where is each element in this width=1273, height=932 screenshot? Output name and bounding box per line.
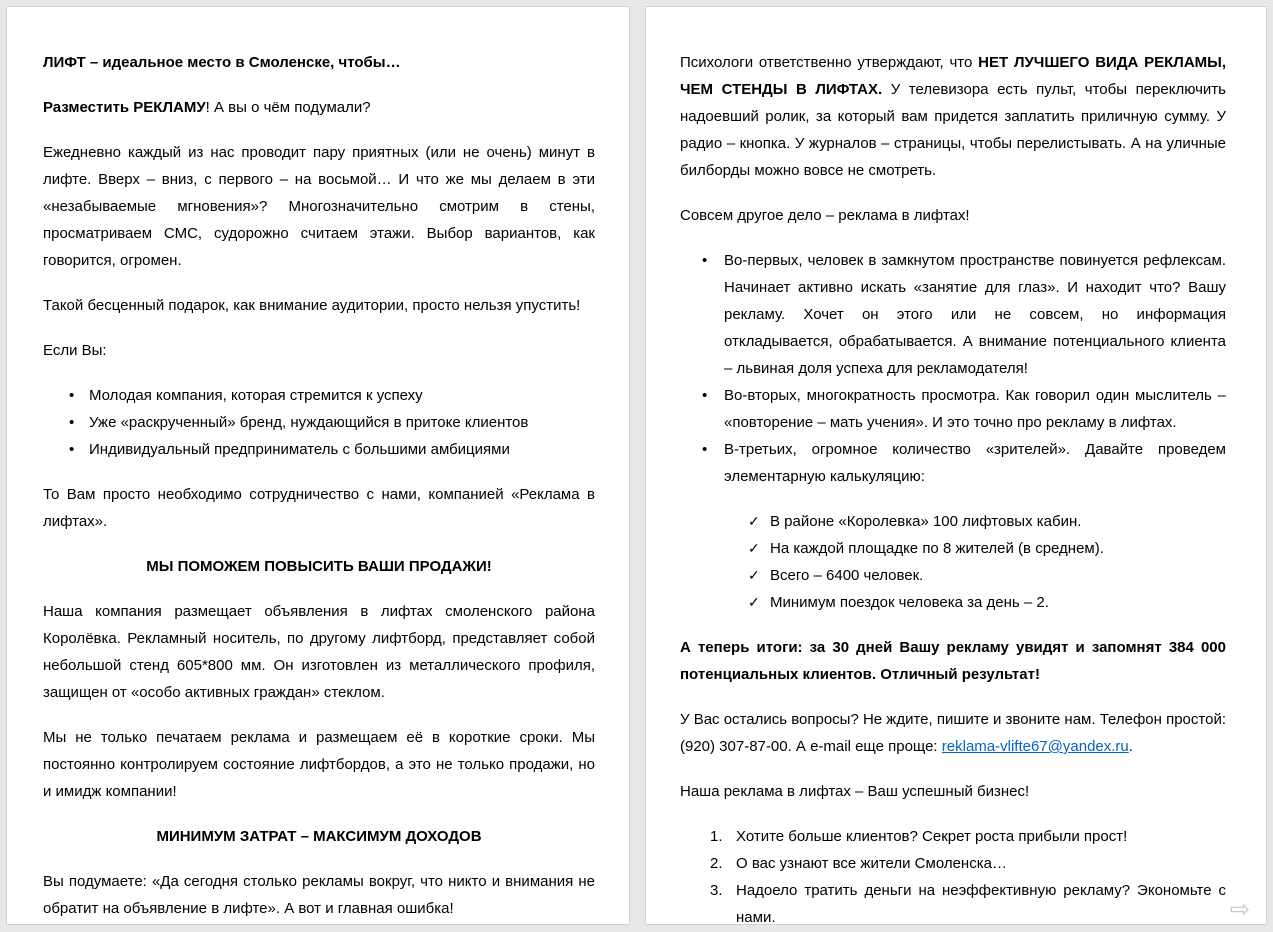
reasons-list (702, 247, 1226, 490)
list-item-text: О вас узнают все жители Смоленска… (736, 855, 1007, 872)
list-item-text: Индивидуальный предприниматель с большими амбициями (89, 441, 510, 458)
closing-numbered-list (710, 823, 1226, 925)
list-item (748, 508, 1226, 535)
psych-rest-text: У телевизора есть пульт, чтобы переключить надоевший ролик, за который вам придется заплатить приличную сумму. У радио – кнопка. У журналов – страницы, чтобы перелистывать. А на уличные билборды можно вовсе не смотреть. (680, 81, 1226, 179)
subtitle-rest-text: ! А вы о чём подумали? (205, 99, 371, 116)
contact-post-text: . (1128, 738, 1133, 755)
paragraph-contact (680, 706, 1226, 760)
subtitle-bold-text: Разместить РЕКЛАМУ (43, 99, 206, 116)
paragraph-psychologists (680, 49, 1226, 184)
paragraph-if-you: Если Вы: (43, 342, 107, 359)
heading-sales: МЫ ПОМОЖЕМ ПОВЫСИТЬ ВАШИ ПРОДАЖИ! (146, 558, 492, 575)
list-item-text: В районе «Королевка» 100 лифтовых кабин. (770, 513, 1082, 530)
list-item (702, 247, 1226, 382)
check-icon: ✓ (748, 594, 760, 610)
list-item-text: Хотите больше клиентов? Секрет роста прибыли прост! (736, 828, 1128, 845)
client-types-list (69, 382, 595, 463)
paragraph-daily: Ежедневно каждый из нас проводит пару приятных (или не очень) минут в лифте. Вверх – вниз, с первого – на восьмой… И что же мы делаем в эти «незабываемые мгновения»? Многозначительно смотрим в стены, просматриваем СМС, судорожно считаем этажи. Выбор вариантов, как говорится, огромен. (43, 144, 595, 269)
list-item (748, 535, 1226, 562)
list-item-text: В-третьих, огромное количество «зрителей». Давайте проведем элементарную калькуляцию: (724, 441, 1226, 485)
paragraph-gift: Такой бесценный подарок, как внимание аудитории, просто нельзя упустить! (43, 297, 581, 314)
bullet-icon: • (69, 387, 75, 404)
list-item-text: Уже «раскрученный» бренд, нуждающийся в притоке клиентов (89, 414, 529, 431)
check-icon: ✓ (748, 540, 760, 556)
list-item (702, 436, 1226, 490)
email-link[interactable]: reklama-vlifte67@yandex.ru (941, 738, 1129, 755)
list-item-text: Во-вторых, многократность просмотра. Как говорил один мыслитель – «повторение – мать учения». И это точно про рекламу в лифтах. (724, 387, 1226, 431)
paragraph-results: А теперь итоги: за 30 дней Вашу рекламу увидят и запомнят 384 000 потенциальных клиентов. Отличный результат! (680, 639, 1226, 683)
next-page-arrow-icon[interactable]: ⇨ (1230, 896, 1251, 923)
bullet-icon: • (702, 441, 708, 458)
bullet-icon: • (69, 414, 75, 431)
list-item-text: Во-первых, человек в замкнутом пространстве повинуется рефлексам. Начинает активно искать «занятие для глаз». И находит что? Вашу рекламу. Хочет он этого или не совсем, но информация откладывается, обрабатывается. А внимание потенциального клиента – львиная доля успеха для рекламодателя! (724, 252, 1226, 377)
page-right (645, 6, 1267, 925)
list-item (710, 823, 1226, 850)
list-number: 3. (710, 882, 723, 899)
list-item (748, 589, 1226, 616)
list-item-text: Надоело тратить деньги на неэффективную рекламу? Экономьте с нами. (736, 882, 1226, 925)
list-item-text: На каждой площадке по 8 жителей (в среднем). (770, 540, 1104, 557)
paragraph-think: Вы подумаете: «Да сегодня столько рекламы вокруг, что никто и внимания не обратит на объявление в лифте». А вот и главная ошибка! (43, 873, 595, 917)
list-item (69, 409, 595, 436)
calculation-checklist (748, 508, 1226, 616)
list-item (702, 382, 1226, 436)
page-left (6, 6, 630, 925)
list-item (710, 850, 1226, 877)
bullet-icon: • (702, 252, 708, 269)
list-item-text: Всего – 6400 человек. (770, 567, 924, 584)
heading-min-max: МИНИМУМ ЗАТРАТ – МАКСИМУМ ДОХОДОВ (156, 828, 482, 845)
paragraph-business: Наша реклама в лифтах – Ваш успешный бизнес! (680, 783, 1030, 800)
list-item-text: Минимум поездок человека за день – 2. (770, 594, 1049, 611)
list-number: 1. (710, 828, 723, 845)
list-item (710, 877, 1226, 925)
paragraph-print: Мы не только печатаем реклама и размещаем её в короткие сроки. Мы постоянно контролируем состояние лифтбордов, а это не только продажи, но и имидж компании! (43, 729, 595, 800)
paragraph-other: Совсем другое дело – реклама в лифтах! (680, 207, 970, 224)
paragraph-then: То Вам просто необходимо сотрудничество с нами, компанией «Реклама в лифтах». (43, 486, 595, 530)
subtitle-paragraph (43, 94, 595, 121)
list-item (748, 562, 1226, 589)
bullet-icon: • (69, 441, 75, 458)
paragraph-company: Наша компания размещает объявления в лифтах смоленского района Королёвка. Рекламный носитель, по другому лифтборд, представляет собой небольшой стенд 605*800 мм. Он изготовлен из металлического профиля, защищен от «особо активных граждан» стеклом. (43, 603, 595, 701)
psych-bold-text: НЕТ ЛУЧШЕГО ВИДА РЕКЛАМЫ, ЧЕМ СТЕНДЫ В ЛИФТАХ. (680, 54, 1227, 98)
bullet-icon: • (702, 387, 708, 404)
list-item (69, 436, 595, 463)
list-item (69, 382, 595, 409)
contact-pre-text: У Вас остались вопросы? Не ждите, пишите и звоните нам. Телефон простой: (920) 307-87-00. А e-mail еще проще: (680, 711, 1226, 755)
heading-lift: ЛИФТ – идеальное место в Смоленске, чтобы… (43, 54, 401, 71)
list-number: 2. (710, 855, 723, 872)
list-item-text: Молодая компания, которая стремится к успеху (89, 387, 423, 404)
check-icon: ✓ (748, 567, 760, 583)
check-icon: ✓ (748, 513, 760, 529)
psych-pre-text: Психологи ответственно утверждают, что (680, 54, 979, 71)
